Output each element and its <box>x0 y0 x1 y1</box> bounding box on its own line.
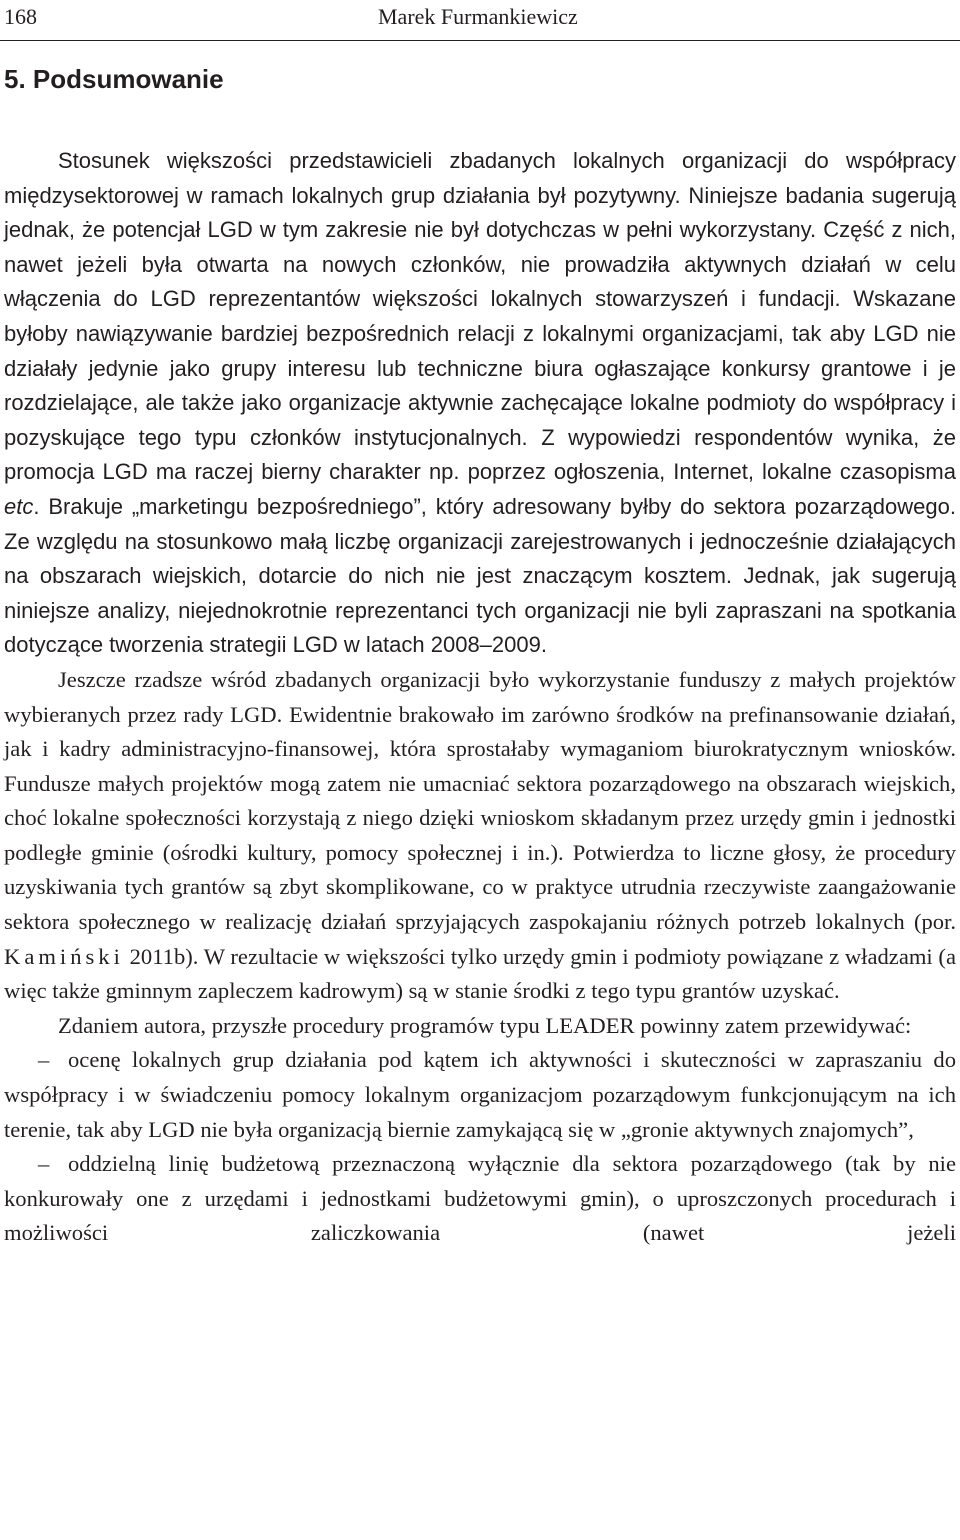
paragraph-recommendations-intro: Zdaniem autora, przyszłe procedury programów typu LEADER powinny zatem przewidywać: <box>58 1012 912 1038</box>
list-item <box>4 1147 956 1251</box>
page-number: 168 <box>4 4 37 29</box>
list-item-text: ocenę lokalnych grup działania pod kątem ich aktywności i skuteczności w zapraszaniu do współpracy i w świadczeniu pomocy lokalnym organizacjom pozarządowym funkcjonującym na ich terenie, tak aby LGD nie była organizacją biernie zamykającą się w „gronie aktywnych znajomych”, <box>4 1047 956 1142</box>
paragraph-summary-intro <box>4 144 956 663</box>
paragraph-small-projects <box>4 663 956 1009</box>
paragraph-text: . Brakuje „marketingu bezpośredniego”, który adresowany byłby do sektora pozarządowego. Ze względu na stosunkowo małą liczbę organizacji zarejestrowanych i jednocześnie działających na obszarach wiejskich, dotarcie do nich nie jest znaczącym kosztem. Jednak, jak sugerują niniejsze analizy, niejednokrotnie reprezentanci tych organizacji nie byli zapraszani na spotkania dotyczące tworzenia strategii LGD w latach 2008–2009. <box>4 493 956 658</box>
paragraph-text: Jeszcze rzadsze wśród zbadanych organizacji było wykorzystanie funduszy z małych projektów wybieranych przez rady LGD. Ewidentnie brakowało im zarówno środków na prefinansowanie działań, jak i kadry administracyjno-finansowej, która sprostałaby wymaganiom biurokratycznym wniosków. Fundusze małych projektów mogą zatem nie umacniać sektora pozarządowego na obszarach wiejskich, choć lokalne społeczności korzystają z niego dzięki wnioskom składanym przez urzędy gmin i jednostki podległe gminie (ośrodki kultury, pomocy społecznej i in.). Potwierdza to liczne głosy, że procedury uzyskiwania tych grantów są zbyt skomplikowane, co w praktyce utrudnia rzeczywiste zaangażowanie sektora społecznego w realizację działań sprzyjających zaspokajaniu różnych potrzeb lokalnych (por. <box>4 666 956 935</box>
body-text <box>4 144 956 1251</box>
paragraph-text: 2011b). W rezultacie w większości tylko urzędy gmin i podmioty powiązane z władzami (a więc także gminnym zapleczem kadrowym) są w stanie środki z tego typu grantów uzyskać. <box>4 943 956 1004</box>
cited-author: Kamiński <box>4 943 124 969</box>
list-dash: – <box>38 1047 50 1073</box>
paragraph-text: Stosunek większości przedstawicieli zbadanych lokalnych organizacji do współpracy międzysektorowej w ramach lokalnych grup działania był pozytywny. Niniejsze badania sugerują jednak, że potencjał LGD w tym zakresie nie był dotychczas w pełni wykorzystany. Część z nich, nawet jeżeli była otwarta na nowych członków, nie prowadziła aktywnych działań w celu włączenia do LGD reprezentantów większości lokalnych stowarzyszeń i fundacji. Wskazane byłoby nawiązywanie bardziej bezpośrednich relacji z lokalnymi organizacjami, tak aby LGD nie działały jedynie jako grupy interesu lub techniczne biura ogłaszające konkursy grantowe i je rozdzielające, ale także jako organizacje aktywnie zachęcające lokalne podmioty do współpracy i pozyskujące tego typu członków instytucjonalnych. Z wypowiedzi respondentów wynika, że promocja LGD ma raczej bierny charakter np. poprzez ogłoszenia, Internet, lokalne czasopisma <box>4 148 956 485</box>
list-item-text: oddzielną linię budżetową przeznaczoną wyłącznie dla sektora pozarządowego (tak by nie konkurowały one z urzędami i jednostkami budżetowymi gmin), o uproszczonych procedurach i możliwości zaliczkowania (nawet jeżeli <box>4 1151 956 1246</box>
list-item <box>4 1043 956 1147</box>
italic-term: etc <box>4 493 34 519</box>
running-header-author: Marek Furmankiewicz <box>378 4 578 29</box>
list-dash: – <box>38 1151 50 1177</box>
header-rule <box>0 40 960 41</box>
running-header <box>4 0 956 34</box>
section-heading: 5. Podsumowanie <box>4 64 224 94</box>
